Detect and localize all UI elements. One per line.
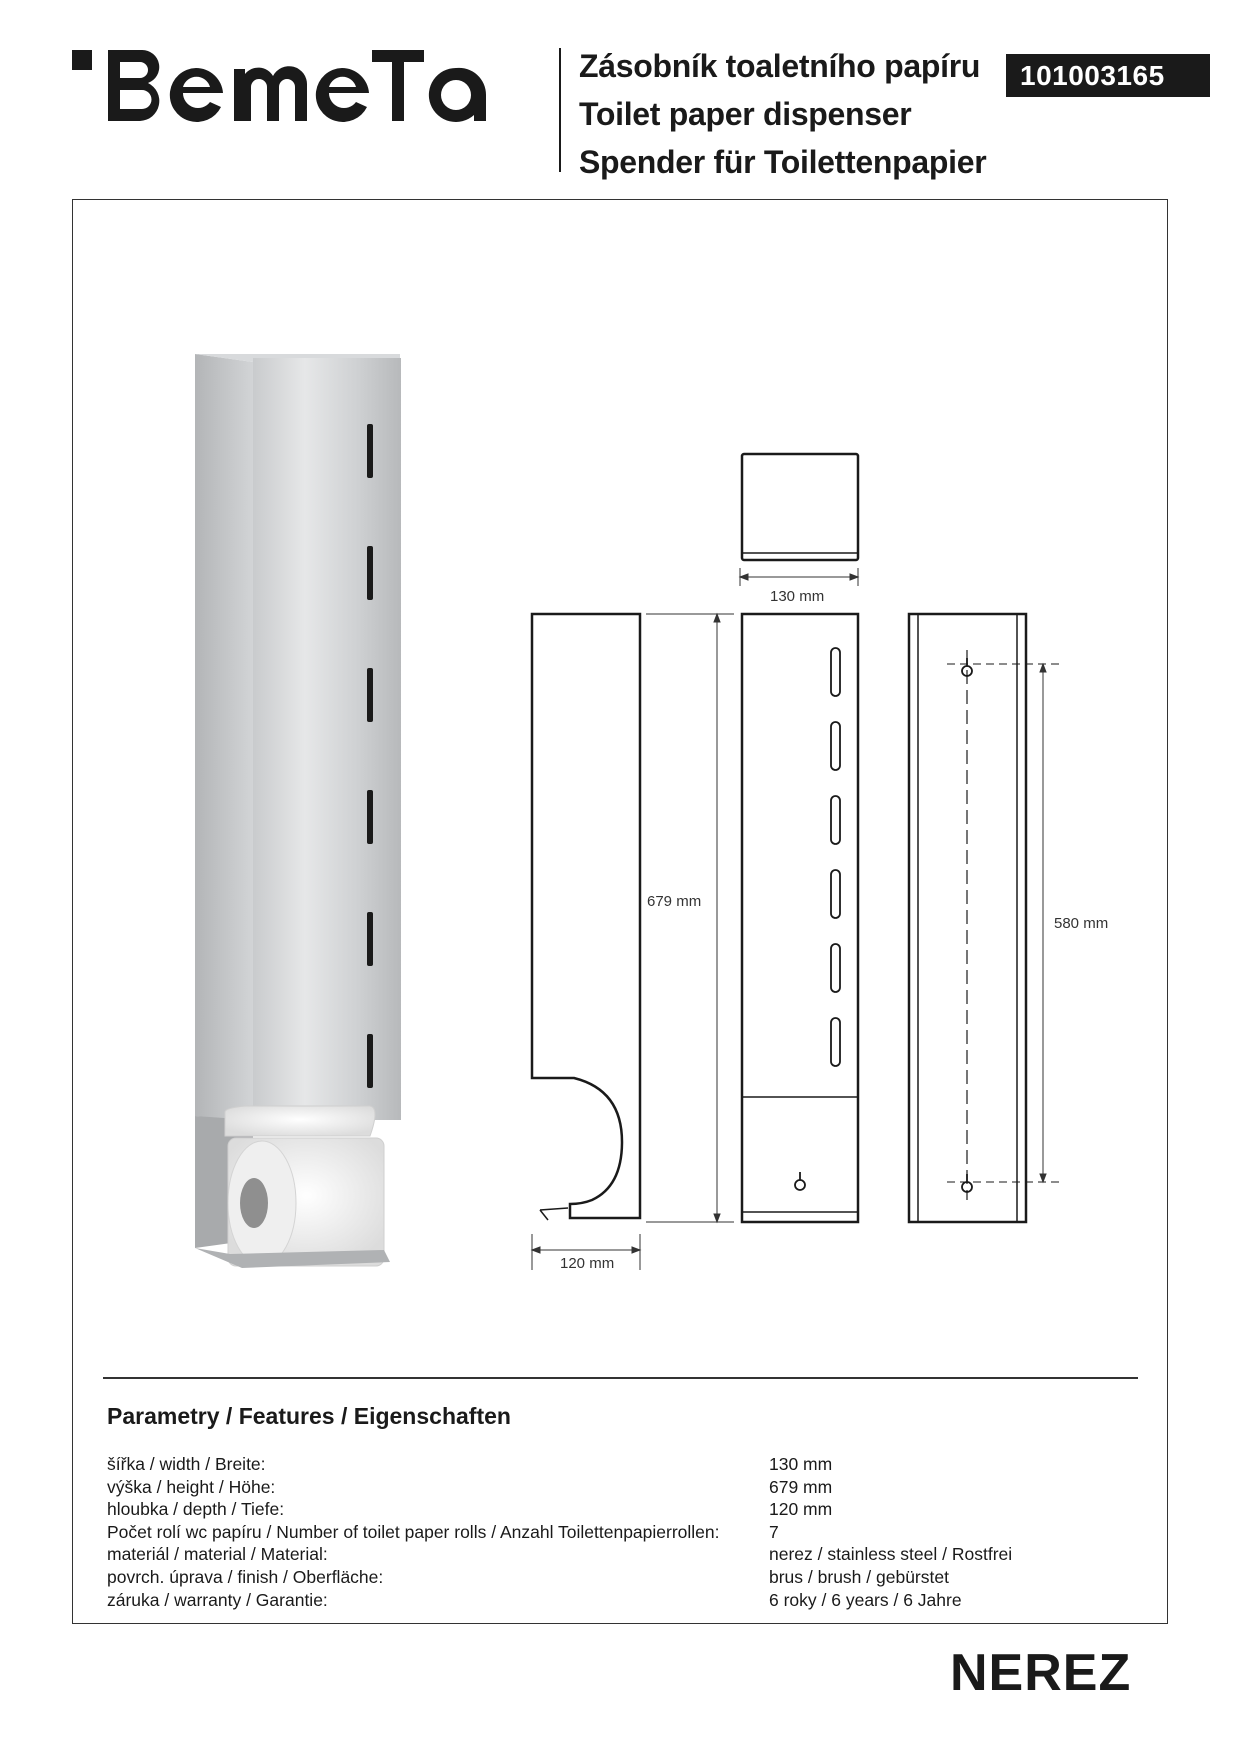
feature-row-material bbox=[107, 1543, 1147, 1566]
material-mark: NEREZ bbox=[950, 1644, 1132, 1702]
features-heading: Parametry / Features / Eigenschaften bbox=[107, 1403, 511, 1429]
feature-value: nerez / stainless steel / Rostfrei bbox=[769, 1544, 1013, 1565]
feature-value: 120 mm bbox=[769, 1499, 833, 1520]
mount-dimension-label: 580 mm bbox=[1054, 915, 1109, 932]
feature-row-warranty bbox=[107, 1589, 1147, 1612]
title-de: Spender für Toilettenpapier bbox=[579, 144, 987, 180]
feature-row-rolls bbox=[107, 1521, 1147, 1544]
front-view bbox=[742, 614, 858, 1222]
feature-label: povrch. úprava / finish / Oberfläche: bbox=[107, 1566, 384, 1587]
feature-label: hloubka / depth / Tiefe: bbox=[107, 1499, 285, 1520]
product-code-badge: 101003165 bbox=[1006, 54, 1210, 97]
height-dimension bbox=[646, 614, 734, 1222]
feature-value: 7 bbox=[769, 1521, 779, 1542]
width-dimension-label: 130 mm bbox=[770, 588, 825, 605]
title-en: Toilet paper dispenser bbox=[579, 96, 912, 132]
feature-value: 679 mm bbox=[769, 1476, 833, 1497]
feature-label: materiál / material / Material: bbox=[107, 1544, 328, 1565]
feature-row-depth bbox=[107, 1498, 1147, 1521]
top-view bbox=[742, 454, 858, 560]
side-view bbox=[532, 614, 640, 1220]
mount-dimension bbox=[1040, 664, 1046, 1182]
depth-dimension-label: 120 mm bbox=[560, 1255, 615, 1272]
feature-label: Počet rolí wc papíru / Number of toilet paper rolls / Anzahl Toilettenpapierrollen: bbox=[107, 1521, 720, 1542]
feature-label: výška / height / Höhe: bbox=[107, 1476, 276, 1497]
width-dimension bbox=[740, 568, 858, 586]
features-table bbox=[107, 1453, 1147, 1611]
feature-value: 6 roky / 6 years / 6 Jahre bbox=[769, 1589, 962, 1610]
back-view bbox=[909, 614, 1060, 1222]
feature-label: šířka / width / Breite: bbox=[107, 1454, 266, 1474]
feature-row-width bbox=[107, 1453, 1147, 1476]
feature-row-height bbox=[107, 1476, 1147, 1499]
features-divider bbox=[103, 1377, 1138, 1379]
height-dimension-label: 679 mm bbox=[647, 893, 702, 910]
product-photo bbox=[195, 354, 401, 1268]
feature-row-finish bbox=[107, 1566, 1147, 1589]
feature-value: brus / brush / gebürstet bbox=[769, 1566, 949, 1587]
feature-value: 130 mm bbox=[769, 1454, 833, 1474]
title-cz: Zásobník toaletního papíru bbox=[579, 48, 981, 84]
feature-label: záruka / warranty / Garantie: bbox=[107, 1589, 328, 1610]
